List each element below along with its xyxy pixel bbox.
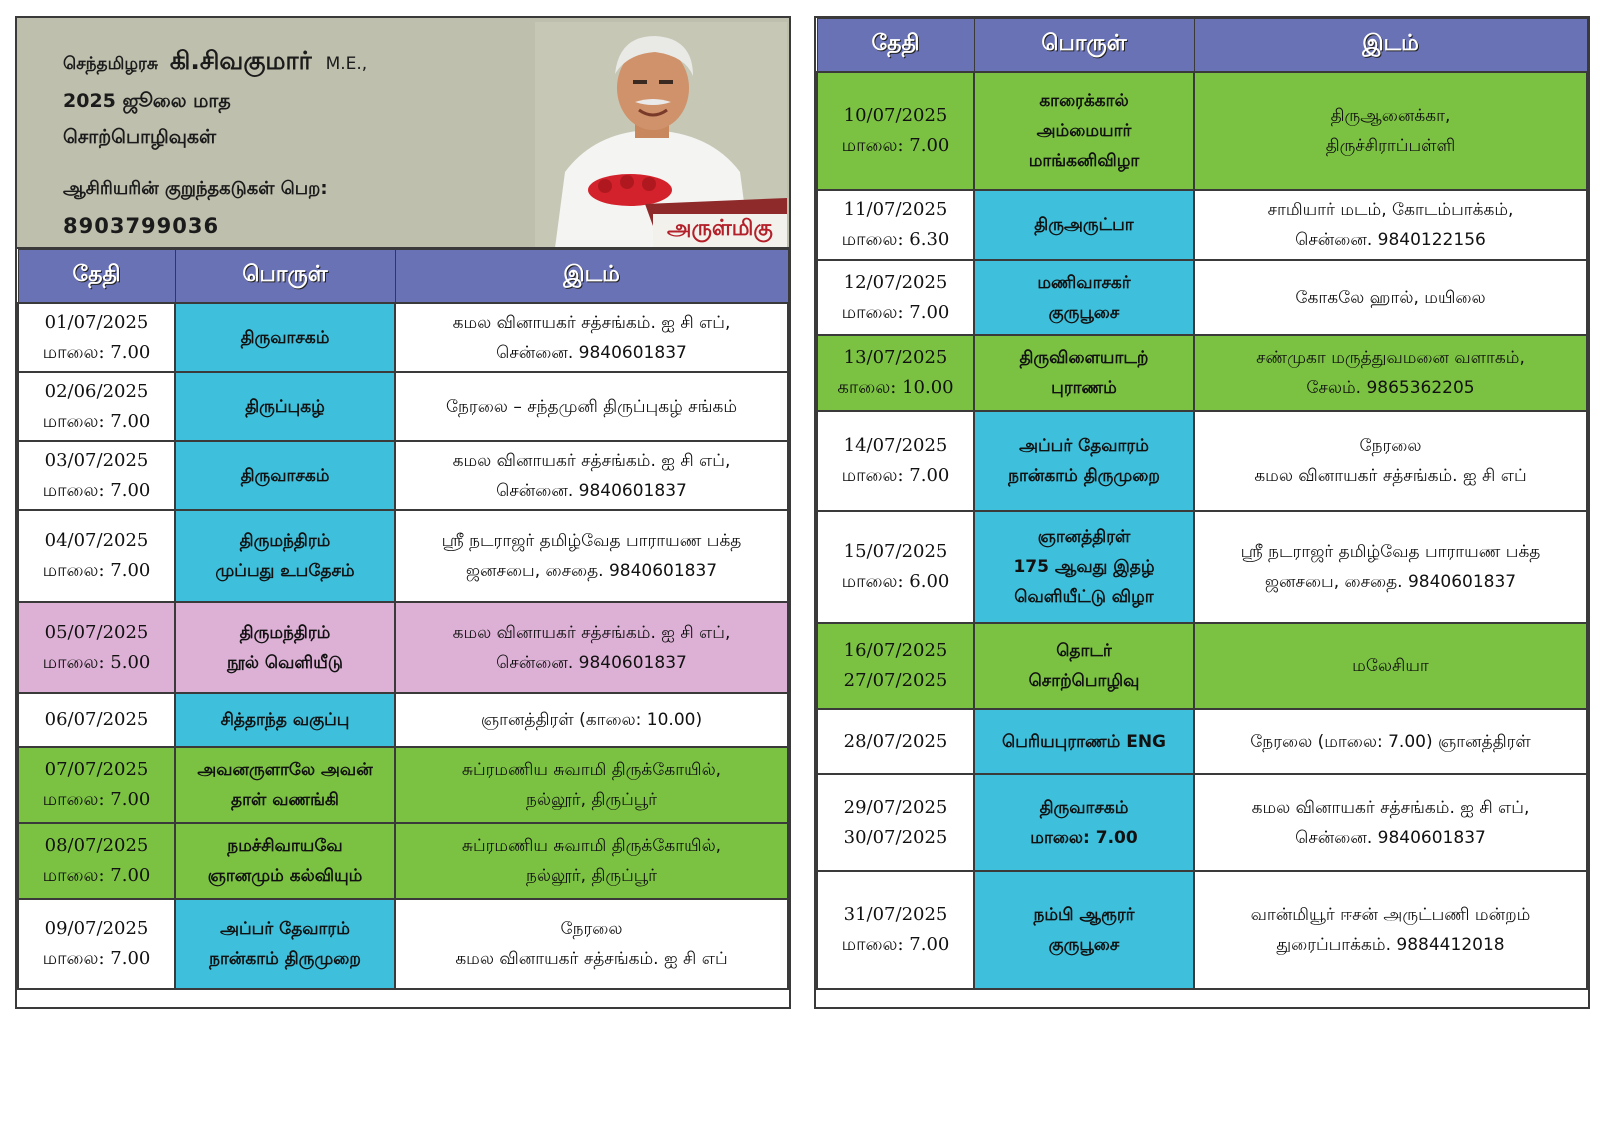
table-row	[817, 411, 1587, 511]
place-cell-line: துரைப்பாக்கம். 9884412018	[1276, 935, 1505, 955]
topic-cell-line: நூல் வெளியீடு	[227, 652, 343, 673]
table-row	[18, 823, 788, 899]
table-row	[817, 190, 1587, 260]
place-cell-line: கோகலே ஹால், மயிலை	[1295, 287, 1486, 308]
date-cell-line: 06/07/2025	[44, 709, 149, 730]
date-cell	[18, 303, 175, 372]
speaker-photo-illustration	[535, 22, 787, 248]
place-cell-line: ஞானத்திரள் (காலை: 10.00)	[480, 710, 703, 730]
date-cell	[817, 72, 974, 190]
date-cell	[18, 747, 175, 823]
topic-cell-line: சித்தாந்த வகுப்பு	[220, 710, 350, 730]
speaker-banner	[17, 18, 789, 249]
place-cell-line: கமல வினாயகர் சத்சங்கம். ஐ சி எப்,	[452, 450, 731, 471]
date-cell-line: மாலை: 7.00	[42, 560, 151, 581]
place-cell-line: சேலம். 9865362205	[1306, 378, 1475, 398]
place-cell-line: நேரலை	[560, 919, 623, 939]
topic-cell	[974, 871, 1194, 989]
topic-cell-line: நான்காம் திருமுறை	[209, 949, 361, 969]
table-row	[18, 303, 788, 372]
topic-cell	[974, 623, 1194, 709]
topic-cell-line: மாலை: 7.00	[1030, 827, 1138, 848]
place-cell	[1194, 709, 1587, 774]
date-cell	[18, 899, 175, 989]
table-row	[817, 774, 1587, 871]
date-cell-line: 31/07/2025	[843, 904, 948, 925]
date-cell-line: மாலை: 6.00	[841, 571, 950, 592]
topic-cell-line: அம்மையார்	[1036, 121, 1132, 141]
header-topic: பொருள்	[974, 19, 1194, 73]
topic-cell	[175, 747, 395, 823]
place-cell	[395, 899, 788, 989]
place-cell	[395, 510, 788, 602]
header-topic: பொருள்	[175, 250, 395, 304]
banner-title-line1: 2025 ஜூலை மாத	[63, 90, 231, 112]
header-date: தேதி	[18, 250, 175, 304]
date-cell-line: 03/07/2025	[44, 449, 149, 471]
place-cell-line: சென்னை. 9840601837	[496, 342, 687, 363]
speaker-name: கி.சிவகுமார்	[169, 46, 312, 75]
place-cell	[395, 823, 788, 899]
place-cell	[1194, 335, 1587, 411]
date-cell-line: மாலை: 7.00	[42, 948, 151, 969]
date-cell-line: மாலை: 7.00	[42, 341, 151, 363]
topic-cell	[175, 602, 395, 693]
table-row	[18, 899, 788, 989]
topic-cell	[175, 372, 395, 441]
date-cell	[817, 335, 974, 411]
topic-cell-line: திருஅருட்பா	[1034, 215, 1134, 235]
place-cell-line: கமல வினாயகர் சத்சங்கம். ஐ சி எப்	[1254, 466, 1527, 486]
place-cell-line: வான்மியூர் ஈசன் அருட்பணி மன்றம்	[1250, 905, 1531, 925]
place-cell	[1194, 190, 1587, 260]
topic-cell-line: குருபூசை	[1048, 935, 1120, 955]
date-cell	[18, 693, 175, 747]
date-cell-line: மாலை: 7.00	[42, 865, 151, 886]
place-cell-line: ஸ்ரீ நடராஜர் தமிழ்வேத பாராயண பக்த	[441, 531, 742, 551]
date-cell	[817, 190, 974, 260]
right-schedule-panel	[814, 16, 1590, 1009]
date-cell-line: 07/07/2025	[44, 759, 149, 780]
date-cell-line: மாலை: 7.00	[42, 789, 151, 810]
topic-cell	[175, 899, 395, 989]
topic-cell-line: அப்பர் தேவாரம்	[1019, 436, 1149, 456]
cd-order-phone: 8903799036	[63, 214, 220, 238]
date-cell	[817, 709, 974, 774]
table-row	[817, 260, 1587, 335]
table-row	[18, 372, 788, 441]
topic-cell-line: திருவாசகம்	[1039, 797, 1129, 818]
place-cell	[395, 747, 788, 823]
table-row	[817, 511, 1587, 623]
date-cell-line: மாலை: 7.00	[841, 135, 950, 156]
place-cell-line: திருஆனைக்கா,	[1330, 106, 1451, 126]
place-cell-line: நேரலை – சந்தமுனி திருப்புகழ் சங்கம்	[445, 396, 738, 417]
topic-cell-line: திருமந்திரம்	[239, 531, 331, 551]
topic-cell	[974, 774, 1194, 871]
date-cell-line: மாலை: 7.00	[42, 410, 151, 432]
table-row	[817, 623, 1587, 709]
topic-cell-line: வெளியீட்டு விழா	[1014, 587, 1154, 607]
date-cell-line: 30/07/2025	[843, 826, 948, 848]
table-header-row	[817, 19, 1587, 73]
topic-cell-line: ஞானமும் கல்வியும்	[207, 866, 363, 886]
topic-cell-line: குருபூசை	[1048, 302, 1120, 323]
place-cell-line: கமல வினாயகர் சத்சங்கம். ஐ சி எப்	[455, 949, 728, 969]
topic-cell-line: பெரியபுராணம் ENG	[1001, 731, 1167, 752]
date-cell-line: 16/07/2025	[843, 640, 948, 661]
topic-cell-line: நம்பி ஆரூரர்	[1033, 905, 1135, 925]
schedule-table-left	[17, 249, 789, 990]
cd-order-note: ஆசிரியரின் குறுந்தகடுகள் பெற:	[63, 178, 328, 199]
date-cell-line: 08/07/2025	[44, 835, 149, 856]
date-cell	[18, 510, 175, 602]
date-cell	[817, 774, 974, 871]
speaker-photo	[535, 22, 787, 248]
place-cell-line: சண்முகா மருத்துவமனை வளாகம்,	[1256, 348, 1525, 368]
schedule-rows-left	[18, 303, 788, 989]
date-cell-line: 05/07/2025	[44, 621, 149, 643]
date-cell	[18, 372, 175, 441]
topic-cell-line: முப்பது உபதேசம்	[215, 561, 355, 581]
date-cell-line: 14/07/2025	[843, 435, 948, 456]
date-cell	[817, 623, 974, 709]
date-cell-line: 27/07/2025	[843, 670, 948, 691]
place-cell-line: திருச்சிராப்பள்ளி	[1325, 136, 1456, 156]
place-cell-line: சுப்ரமணிய சுவாமி திருக்கோயில்,	[461, 836, 722, 856]
speaker-prefix: செந்தமிழரசு	[63, 54, 158, 74]
place-cell-line: நேரலை (மாலை: 7.00) ஞானத்திரள்	[1250, 731, 1531, 752]
topic-cell	[974, 260, 1194, 335]
date-cell	[817, 871, 974, 989]
date-cell	[18, 602, 175, 693]
topic-cell-line: மாங்கனிவிழா	[1028, 151, 1140, 171]
place-cell-line: ஜனசபை, சைதை. 9840601837	[465, 561, 718, 581]
date-cell-line: மாலை: 5.00	[42, 651, 151, 673]
date-cell-line: 15/07/2025	[843, 541, 948, 562]
date-cell-line: 12/07/2025	[843, 271, 948, 293]
place-cell-line: சென்னை. 9840601837	[496, 480, 687, 501]
topic-cell-line: நமச்சிவாயவே	[227, 836, 343, 856]
place-cell	[395, 372, 788, 441]
schedule-table-right	[816, 18, 1588, 990]
place-cell-line: சாமியார் மடம், கோடம்பாக்கம்,	[1267, 200, 1514, 220]
table-row	[18, 693, 788, 747]
date-cell-line: மாலை: 6.30	[841, 229, 950, 250]
topic-cell-line: தொடர்	[1056, 641, 1112, 661]
topic-cell-line: திருவாசகம்	[240, 327, 330, 348]
place-cell-line: நல்லூர், திருப்பூர்	[525, 790, 658, 810]
banner-title-line2: சொற்பொழிவுகள்	[63, 126, 217, 148]
place-cell-line: சென்னை. 9840122156	[1295, 230, 1486, 250]
topic-cell	[175, 823, 395, 899]
place-cell	[1194, 411, 1587, 511]
topic-cell	[175, 441, 395, 510]
topic-cell	[974, 335, 1194, 411]
header-place: இடம்	[395, 250, 788, 304]
date-cell-line: 09/07/2025	[44, 918, 149, 939]
date-cell-line: 11/07/2025	[843, 199, 948, 220]
place-cell	[1194, 871, 1587, 989]
topic-cell-line: அப்பர் தேவாரம்	[220, 919, 350, 939]
date-cell	[18, 823, 175, 899]
table-row	[817, 335, 1587, 411]
place-cell-line: நேரலை	[1359, 436, 1422, 456]
date-cell-line: மாலை: 7.00	[841, 301, 950, 323]
place-cell	[1194, 774, 1587, 871]
topic-cell-line: திருப்புகழ்	[245, 396, 325, 417]
place-cell	[1194, 623, 1587, 709]
topic-cell-line: புராணம்	[1051, 378, 1117, 398]
place-cell-line: கமல வினாயகர் சத்சங்கம். ஐ சி எப்,	[452, 622, 731, 643]
speaker-line	[63, 46, 367, 79]
table-header-row	[18, 250, 788, 304]
place-cell-line: சென்னை. 9840601837	[496, 652, 687, 673]
table-row	[18, 510, 788, 602]
date-cell	[817, 260, 974, 335]
place-cell-line: கமல வினாயகர் சத்சங்கம். ஐ சி எப்,	[452, 312, 731, 333]
date-cell-line: காலை: 10.00	[837, 377, 954, 398]
place-cell	[395, 693, 788, 747]
table-row	[817, 871, 1587, 989]
table-row	[18, 602, 788, 693]
topic-cell	[175, 510, 395, 602]
schedule-rows-right	[817, 72, 1587, 989]
place-cell-line: சுப்ரமணிய சுவாமி திருக்கோயில்,	[461, 760, 722, 780]
date-cell	[817, 511, 974, 623]
place-cell	[1194, 260, 1587, 335]
left-schedule-panel	[15, 16, 791, 1009]
place-cell	[1194, 511, 1587, 623]
date-cell-line: 13/07/2025	[843, 347, 948, 368]
place-cell-line: மலேசியா	[1352, 656, 1429, 676]
table-row	[817, 709, 1587, 774]
date-cell-line: மாலை: 7.00	[841, 465, 950, 486]
topic-cell-line: 175 ஆவது இதழ்	[1013, 557, 1155, 577]
place-cell-line: கமல வினாயகர் சத்சங்கம். ஐ சி எப்,	[1251, 797, 1530, 818]
place-cell-line: ஜனசபை, சைதை. 9840601837	[1264, 572, 1517, 592]
place-cell-line: சென்னை. 9840601837	[1295, 827, 1486, 848]
topic-cell-line: மணிவாசகர்	[1037, 272, 1131, 293]
date-cell-line: 10/07/2025	[843, 105, 948, 126]
date-cell-line: மாலை: 7.00	[42, 479, 151, 501]
date-cell-line: 04/07/2025	[44, 530, 149, 551]
topic-cell-line: அவனருளாலே அவன்	[197, 760, 373, 780]
topic-cell-line: திருமந்திரம்	[239, 622, 331, 643]
header-date: தேதி	[817, 19, 974, 73]
topic-cell-line: திருவிளையாடற்	[1019, 348, 1149, 368]
header-place: இடம்	[1194, 19, 1587, 73]
topic-cell	[974, 709, 1194, 774]
topic-cell-line: ஞானத்திரள்	[1037, 527, 1131, 547]
place-cell	[395, 303, 788, 372]
date-cell-line: 29/07/2025	[843, 796, 948, 818]
date-cell-line: 28/07/2025	[843, 730, 948, 752]
date-cell-line: மாலை: 7.00	[841, 934, 950, 955]
topic-cell	[974, 511, 1194, 623]
topic-cell-line: நான்காம் திருமுறை	[1008, 466, 1160, 486]
date-cell-line: 01/07/2025	[44, 311, 149, 333]
table-row	[18, 441, 788, 510]
topic-cell-line: சொற்பொழிவு	[1028, 671, 1140, 691]
place-cell	[1194, 72, 1587, 190]
topic-cell-line: தாள் வணங்கி	[231, 790, 339, 810]
speaker-degree: M.E.,	[325, 54, 368, 74]
topic-cell	[175, 693, 395, 747]
place-cell	[395, 602, 788, 693]
place-cell-line: ஸ்ரீ நடராஜர் தமிழ்வேத பாராயண பக்த	[1240, 542, 1541, 562]
podium-banner-text: அருள்மிகு	[667, 216, 773, 241]
topic-cell-line: திருவாசகம்	[240, 465, 330, 486]
topic-cell	[974, 190, 1194, 260]
topic-cell	[974, 72, 1194, 190]
topic-cell-line: காரைக்கால்	[1039, 91, 1129, 111]
table-row	[18, 747, 788, 823]
table-row	[817, 72, 1587, 190]
date-cell	[18, 441, 175, 510]
topic-cell	[974, 411, 1194, 511]
place-cell-line: நல்லூர், திருப்பூர்	[525, 866, 658, 886]
topic-cell	[175, 303, 395, 372]
date-cell	[817, 411, 974, 511]
date-cell-line: 02/06/2025	[44, 380, 149, 402]
place-cell	[395, 441, 788, 510]
